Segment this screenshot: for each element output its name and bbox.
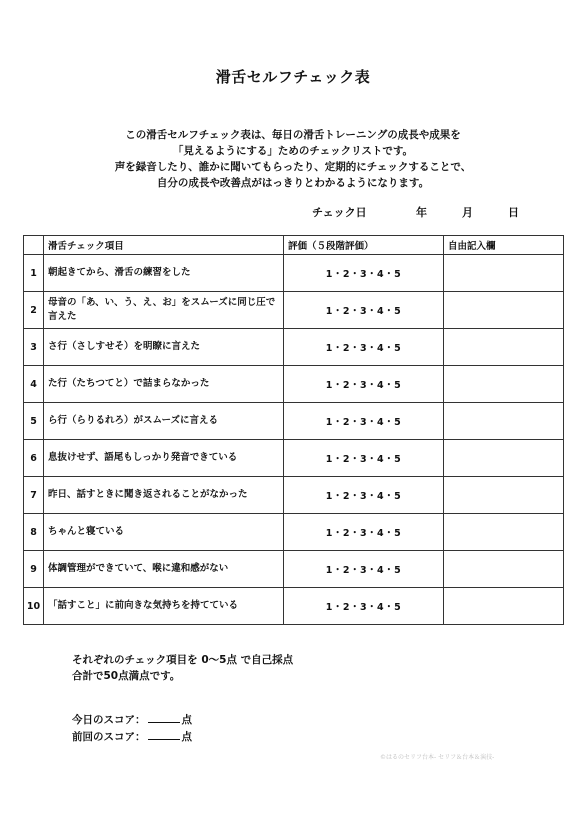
row-item: 「話すこと」に前向きな気持ちを持てている (44, 588, 284, 625)
row-number: 1 (24, 255, 44, 292)
row-item: 母音の「あ、い、う、え、お」をスムーズに同じ圧で言えた (44, 292, 284, 329)
row-item: 体調管理ができていて、喉に違和感がない (44, 551, 284, 588)
row-number: 2 (24, 292, 44, 329)
header-free: 自由記入欄 (444, 236, 564, 255)
table-header-row (24, 236, 564, 255)
copyright-credit: ©はるのセリフ台本- セリフ＆台本＆演技- (380, 754, 495, 761)
row-number: 10 (24, 588, 44, 625)
free-entry-cell[interactable] (444, 514, 564, 551)
date-month-field[interactable]: 月 (462, 206, 473, 219)
previous-score-line (72, 728, 192, 745)
scoring-notes (72, 652, 293, 684)
row-item: さ行（さしすせそ）を明瞭に言えた (44, 329, 284, 366)
date-day-field[interactable]: 日 (508, 206, 519, 219)
rating-scale[interactable]: 1・2・3・4・5 (284, 551, 444, 588)
today-score-unit: 点 (181, 714, 192, 726)
note-line: 合計で50点満点です。 (72, 670, 181, 682)
rating-scale[interactable]: 1・2・3・4・5 (284, 255, 444, 292)
today-score-label: 今日のスコア： (72, 714, 146, 726)
row-number: 7 (24, 477, 44, 514)
row-number: 6 (24, 440, 44, 477)
previous-score-unit: 点 (181, 731, 192, 743)
row-item: た行（たちつてと）で詰まらなかった (44, 366, 284, 403)
rating-scale[interactable]: 1・2・3・4・5 (284, 514, 444, 551)
table-row (24, 403, 564, 440)
table-row (24, 329, 564, 366)
intro-line: この滑舌セルフチェック表は、毎日の滑舌トレーニングの成長や成果を (125, 129, 461, 141)
row-item: 息抜けせず、語尾もしっかり発音できている (44, 440, 284, 477)
rating-scale[interactable]: 1・2・3・4・5 (284, 588, 444, 625)
free-entry-cell[interactable] (444, 588, 564, 625)
table-row (24, 551, 564, 588)
row-number: 3 (24, 329, 44, 366)
free-entry-cell[interactable] (444, 292, 564, 329)
row-number: 8 (24, 514, 44, 551)
header-rating: 評価（５段階評価） (284, 236, 444, 255)
table-row (24, 366, 564, 403)
rating-scale[interactable]: 1・2・3・4・5 (284, 366, 444, 403)
note-line: それぞれのチェック項目を 0〜5点 で自己採点 (72, 654, 294, 666)
previous-score-label: 前回のスコア： (72, 731, 146, 743)
row-number: 9 (24, 551, 44, 588)
table-row (24, 588, 564, 625)
page-title: 滑舌セルフチェック表 (215, 68, 371, 86)
table-row (24, 292, 564, 329)
free-entry-cell[interactable] (444, 255, 564, 292)
intro-line: 声を録音したり、誰かに聞いてもらったり、定期的にチェックすることで、 (114, 161, 472, 173)
row-item: ちゃんと寝ている (44, 514, 284, 551)
today-score-blank[interactable] (148, 711, 180, 723)
free-entry-cell[interactable] (444, 366, 564, 403)
check-date-label: チェック日 (312, 206, 367, 219)
free-entry-cell[interactable] (444, 329, 564, 366)
row-item: 朝起きてから、滑舌の練習をした (44, 255, 284, 292)
date-year-field[interactable]: 年 (416, 206, 427, 219)
free-entry-cell[interactable] (444, 403, 564, 440)
intro-line: 「見えるようにする」ためのチェックリストです。 (172, 145, 414, 157)
checklist-table (23, 235, 564, 625)
header-number (24, 236, 44, 255)
today-score-line (72, 711, 192, 728)
free-entry-cell[interactable] (444, 477, 564, 514)
table-row (24, 514, 564, 551)
rating-scale[interactable]: 1・2・3・4・5 (284, 292, 444, 329)
intro-line: 自分の成長や改善点がはっきりとわかるようになります。 (156, 177, 430, 189)
score-section (72, 711, 192, 745)
header-item: 滑舌チェック項目 (44, 236, 284, 255)
row-number: 4 (24, 366, 44, 403)
table-row (24, 477, 564, 514)
table-row (24, 255, 564, 292)
intro-text (0, 127, 586, 191)
row-item: 昨日、話すときに聞き返されることがなかった (44, 477, 284, 514)
previous-score-blank[interactable] (148, 728, 180, 740)
row-number: 5 (24, 403, 44, 440)
rating-scale[interactable]: 1・2・3・4・5 (284, 329, 444, 366)
table-row (24, 440, 564, 477)
rating-scale[interactable]: 1・2・3・4・5 (284, 440, 444, 477)
row-item: ら行（らりるれろ）がスムーズに言える (44, 403, 284, 440)
rating-scale[interactable]: 1・2・3・4・5 (284, 477, 444, 514)
check-date-line (312, 204, 519, 220)
rating-scale[interactable]: 1・2・3・4・5 (284, 403, 444, 440)
free-entry-cell[interactable] (444, 551, 564, 588)
free-entry-cell[interactable] (444, 440, 564, 477)
